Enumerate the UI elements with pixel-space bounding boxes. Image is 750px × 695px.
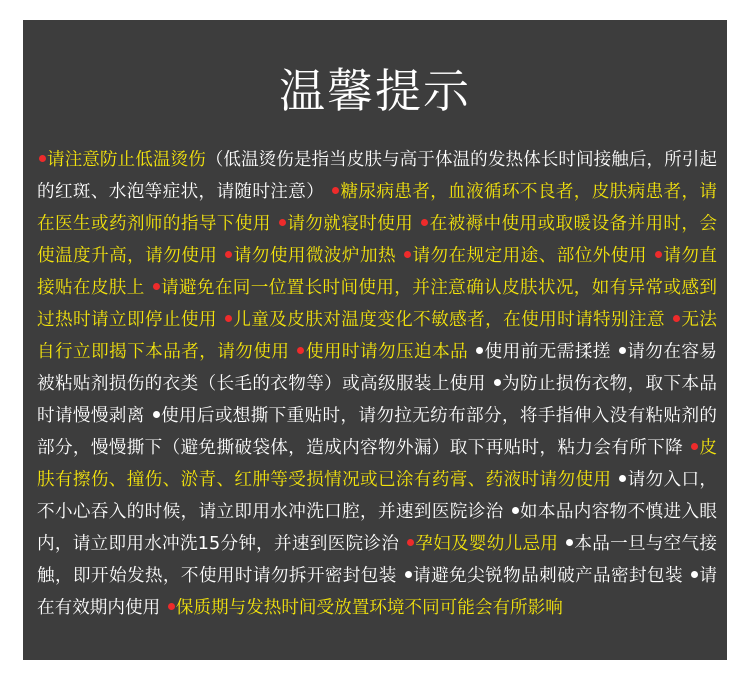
notice-item-text: 请勿在规定用途、部位外使用: [412, 246, 647, 266]
white-bullet-icon: [619, 347, 626, 354]
notice-item-text: 请勿在容易被粘贴剂损伤的衣类（长毛的衣物等）或高级服装上使用: [37, 342, 717, 394]
notice-item-text: 请避免尖锐物品刺破产品密封包装: [412, 566, 684, 586]
notice-panel: [23, 20, 727, 660]
notice-item-text: 使用后或想撕下重贴时，请勿拉无纺布部分，将手指伸入没有粘贴剂的部分，慢慢撕下（避免撕破袋体，造成内容物外漏）取下再贴时，粘力会有所下降: [37, 406, 717, 458]
red-bullet-icon: [225, 315, 232, 322]
notice-item-text: 皮肤有擦伤、撞伤、淤青、红肿等受损情况或已涂有药膏、药液时请勿使用: [37, 438, 717, 490]
notice-item-text: 请勿使用微波炉加热: [233, 246, 397, 266]
red-bullet-icon: [421, 219, 428, 226]
red-bullet-icon: [225, 251, 232, 258]
notice-item-text: 请避免在同一位置长时间使用，并注意确认皮肤状况，如有异常或感到过热时请立即停止使用: [37, 278, 717, 330]
notice-item-text: （低温烫伤是指当皮肤与高于体温的发热体长时间接触后，所引起的红斑、水泡等症状，请随时注意）: [37, 150, 717, 202]
notice-item: [474, 342, 611, 362]
red-bullet-icon: [279, 219, 286, 226]
white-bullet-icon: [153, 411, 160, 418]
notice-item: [402, 246, 647, 266]
notice-item-text: 儿童及皮肤对温度变化不敏感者，在使用时请特别注意: [232, 310, 666, 330]
white-bullet-icon: [619, 475, 626, 482]
white-bullet-icon: [494, 379, 501, 386]
notice-item-text: 请注意防止低温烫伤: [47, 150, 206, 170]
notice-item-text: 请勿就寝时使用: [286, 214, 414, 234]
page-title: 温馨提示: [279, 64, 471, 118]
notice-item-text: 使用时请勿压迫本品: [305, 342, 469, 362]
red-bullet-icon: [404, 251, 411, 258]
red-bullet-icon: [168, 603, 175, 610]
white-bullet-icon: [566, 539, 573, 546]
red-bullet-icon: [297, 347, 304, 354]
notice-item: [223, 246, 396, 266]
red-bullet-icon: [39, 155, 46, 162]
red-bullet-icon: [332, 187, 339, 194]
notice-item-text: 请勿直接贴在皮肤上: [37, 246, 717, 298]
notice-item-text: 使用前无需揉搓: [484, 342, 611, 362]
notice-item: [295, 342, 468, 362]
notice-item-text: 本品一旦与空气接触，即开始发热，不使用时请勿拆开密封包装: [37, 534, 718, 586]
notice-item-text: 保质期与发热时间受放置环境不同可能会有所影响: [175, 598, 563, 618]
notice-item-text: 在被褥中使用或取暖设备并用时，会使温度升高，请勿使用: [37, 214, 718, 266]
red-bullet-icon: [673, 315, 680, 322]
red-bullet-icon: [407, 539, 414, 546]
red-bullet-icon: [691, 443, 698, 450]
notice-item-text: 请勿入口，不小心吞入的时候，请立即用水冲洗口腔，并速到医院诊治: [37, 470, 717, 522]
notice-item-text: 请在有效期内使用: [37, 566, 718, 618]
white-bullet-icon: [691, 571, 698, 578]
white-bullet-icon: [512, 507, 519, 514]
notice-item-text: 如本品内容物不慎进入眼内，请立即用水冲洗15分钟，并速到医院诊治: [37, 502, 717, 554]
notice-item-text: 孕妇及婴幼儿忌用: [415, 534, 559, 554]
notice-item-text: 为防止损伤衣物，取下本品时请慢慢剥离: [37, 374, 717, 426]
notice-item: [403, 566, 683, 586]
notice-item: [405, 534, 558, 554]
red-bullet-icon: [153, 283, 160, 290]
notice-item: [223, 310, 665, 330]
notice-text: [37, 144, 717, 624]
white-bullet-icon: [476, 347, 483, 354]
red-bullet-icon: [655, 251, 662, 258]
notice-item: [277, 214, 413, 234]
white-bullet-icon: [405, 571, 412, 578]
notice-item-text: 糖尿病患者，血液循环不良者，皮肤病患者，请在医生或药剂师的指导下使用: [37, 182, 717, 234]
notice-item-text: 无法自行立即揭下本品者，请勿使用: [37, 310, 717, 362]
notice-item: [37, 150, 206, 170]
notice-item: [166, 598, 563, 618]
